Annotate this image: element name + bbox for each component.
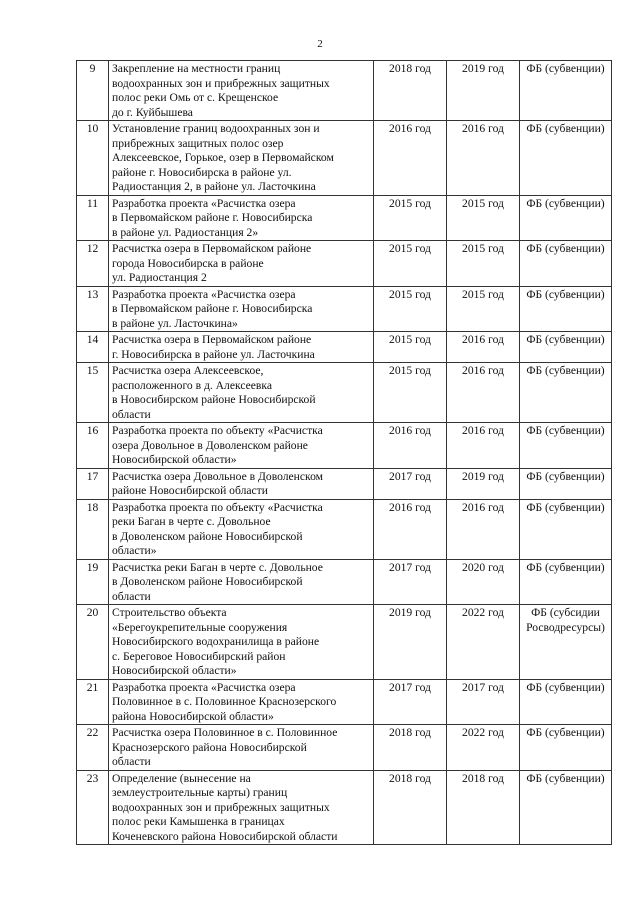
cell-line: области — [112, 407, 151, 421]
cell-line: Расчистка озера Алексеевское, — [112, 364, 264, 377]
measure-name — [109, 332, 374, 363]
end-year: 2017 год — [447, 679, 520, 725]
start-year: 2016 год — [374, 499, 447, 559]
cell-line: в Новосибирском районе Новосибирской — [112, 393, 316, 406]
table-row — [77, 286, 612, 332]
cell-line: реки Баган в черте с. Довольное — [112, 515, 271, 528]
start-year: 2017 год — [374, 559, 447, 605]
row-number: 11 — [77, 195, 109, 241]
row-number: 13 — [77, 286, 109, 332]
row-number: 19 — [77, 559, 109, 605]
cell-line: водоохранных зон и прибрежных защитных — [112, 76, 330, 90]
cell-line: в районе ул. Радиостанция 2» — [112, 225, 259, 239]
start-year: 2015 год — [374, 332, 447, 363]
cell-line: Разработка проекта «Расчистка озера — [112, 287, 296, 301]
cell-line: ФБ (субвенции) — [526, 196, 605, 210]
measure-name — [109, 121, 374, 196]
cell-line: ФБ (субвенции) — [526, 242, 605, 255]
cell-line: Строительство объекта — [112, 606, 227, 619]
measure-name — [109, 363, 374, 423]
cell-line: расположенного в д. Алексеевка — [112, 378, 272, 392]
measure-name — [109, 499, 374, 559]
funding-source — [520, 286, 612, 332]
funding-source — [520, 61, 612, 121]
funding-source — [520, 679, 612, 725]
cell-line: ФБ (субвенции) — [526, 726, 605, 739]
funding-source — [520, 468, 612, 499]
row-number: 16 — [77, 423, 109, 469]
cell-line: ФБ (субвенции) — [526, 287, 605, 301]
cell-line: Разработка проекта по объекту «Расчистка — [112, 500, 323, 514]
measure-name — [109, 423, 374, 469]
table-row — [77, 423, 612, 469]
measure-name — [109, 195, 374, 241]
cell-line: ФБ (субвенции) — [526, 560, 605, 574]
end-year: 2015 год — [447, 286, 520, 332]
cell-line: Определение (вынесение на — [112, 771, 251, 785]
end-year: 2019 год — [447, 468, 520, 499]
funding-source — [520, 559, 612, 605]
row-number: 14 — [77, 332, 109, 363]
cell-line: Разработка проекта «Расчистка озера — [112, 196, 296, 210]
table-body — [77, 61, 612, 845]
start-year: 2015 год — [374, 195, 447, 241]
start-year: 2018 год — [374, 770, 447, 845]
page-number: 2 — [317, 38, 323, 50]
cell-line: Новосибирской области» — [112, 664, 237, 677]
table-row — [77, 679, 612, 725]
cell-line: ФБ (субсидии — [531, 606, 600, 619]
cell-line: Разработка проекта «Расчистка озера — [112, 680, 296, 694]
end-year: 2022 год — [447, 725, 520, 771]
cell-line: в Первомайском районе г. Новосибирска — [112, 302, 313, 315]
row-number: 21 — [77, 679, 109, 725]
row-number: 12 — [77, 241, 109, 287]
cell-line: г. Новосибирска в районе ул. Ласточкина — [112, 347, 315, 361]
cell-line: района Новосибирской области» — [112, 709, 274, 723]
start-year: 2015 год — [374, 286, 447, 332]
cell-line: ул. Радиостанция 2 — [112, 271, 207, 284]
measure-name — [109, 605, 374, 680]
cell-line: «Берегоукрепительные сооружения — [112, 620, 288, 634]
start-year: 2018 год — [374, 61, 447, 121]
end-year: 2018 год — [447, 770, 520, 845]
cell-line: районе г. Новосибирска в районе ул. — [112, 165, 292, 179]
cell-line: ФБ (субвенции) — [526, 424, 605, 437]
row-number: 17 — [77, 468, 109, 499]
cell-line: полос реки Омь от с. Крещенское — [112, 91, 279, 104]
funding-source — [520, 121, 612, 196]
table-row — [77, 725, 612, 771]
cell-line: ФБ (субвенции) — [526, 364, 605, 377]
cell-line: Расчистка озера Половинное в с. Половинное — [112, 726, 338, 739]
measure-name — [109, 559, 374, 605]
end-year: 2019 год — [447, 61, 520, 121]
cell-line: ФБ (субвенции) — [526, 771, 605, 785]
end-year: 2016 год — [447, 332, 520, 363]
table-row — [77, 332, 612, 363]
start-year: 2016 год — [374, 423, 447, 469]
cell-line: озера Довольное в Доволенском районе — [112, 438, 308, 452]
cell-line: Расчистка озера в Первомайском районе — [112, 242, 312, 255]
cell-line: ФБ (субвенции) — [526, 333, 605, 346]
funding-source — [520, 332, 612, 363]
cell-line: Новосибирского водохранилища в районе — [112, 635, 320, 648]
cell-line: в Доволенском районе Новосибирской — [112, 529, 303, 543]
measure-name — [109, 286, 374, 332]
cell-line: водоохранных зон и прибрежных защитных — [112, 800, 330, 814]
cell-line: Половинное в с. Половинное Краснозерского — [112, 695, 337, 708]
funding-source — [520, 195, 612, 241]
cell-line: города Новосибирска в районе — [112, 256, 264, 270]
cell-line: Расчистка озера в Первомайском районе — [112, 333, 312, 346]
cell-line: до г. Куйбышева — [112, 105, 193, 119]
cell-line: Росводресурсы) — [526, 620, 605, 634]
cell-line: Алексеевское, Горькое, озер в Первомайском — [112, 151, 334, 164]
end-year: 2015 год — [447, 241, 520, 287]
start-year: 2017 год — [374, 679, 447, 725]
start-year: 2017 год — [374, 468, 447, 499]
program-table — [76, 60, 612, 845]
row-number: 9 — [77, 61, 109, 121]
measure-name — [109, 725, 374, 771]
end-year: 2016 год — [447, 423, 520, 469]
funding-source — [520, 241, 612, 287]
table-row — [77, 770, 612, 845]
start-year: 2016 год — [374, 121, 447, 196]
cell-line: ФБ (субвенции) — [526, 62, 605, 75]
row-number: 23 — [77, 770, 109, 845]
table-row — [77, 605, 612, 680]
cell-line: Краснозерского района Новосибирской — [112, 740, 307, 754]
cell-line: ФБ (субвенции) — [526, 500, 605, 514]
cell-line: районе Новосибирской области — [112, 484, 268, 497]
funding-source — [520, 770, 612, 845]
measure-name — [109, 241, 374, 287]
row-number: 10 — [77, 121, 109, 196]
cell-line: Установление границ водоохранных зон и — [112, 122, 320, 135]
measure-name — [109, 468, 374, 499]
table-row — [77, 195, 612, 241]
cell-line: Коченевского района Новосибирской области — [112, 829, 338, 843]
cell-line: Новосибирской области» — [112, 453, 237, 466]
end-year: 2016 год — [447, 121, 520, 196]
end-year: 2022 год — [447, 605, 520, 680]
funding-source — [520, 423, 612, 469]
cell-line: Разработка проекта по объекту «Расчистка — [112, 424, 323, 437]
cell-line: в Доволенском районе Новосибирской — [112, 575, 303, 588]
cell-line: ФБ (субвенции) — [526, 469, 605, 483]
table-row — [77, 468, 612, 499]
funding-source — [520, 725, 612, 771]
end-year: 2016 год — [447, 363, 520, 423]
start-year: 2015 год — [374, 241, 447, 287]
cell-line: в районе ул. Ласточкина» — [112, 316, 238, 330]
table-row — [77, 61, 612, 121]
cell-line: с. Береговое Новосибирский район — [112, 649, 286, 663]
measure-name — [109, 679, 374, 725]
table-row — [77, 363, 612, 423]
cell-line: в Первомайском районе г. Новосибирска — [112, 211, 313, 224]
table-row — [77, 241, 612, 287]
row-number: 20 — [77, 605, 109, 680]
cell-line: Радиостанция 2, в районе ул. Ласточкина — [112, 180, 316, 193]
cell-line: области» — [112, 544, 157, 557]
cell-line: Расчистка озера Довольное в Доволенском — [112, 469, 323, 483]
table-row — [77, 559, 612, 605]
row-number: 22 — [77, 725, 109, 771]
cell-line: области — [112, 755, 151, 768]
table-row — [77, 499, 612, 559]
cell-line: полос реки Камышенка в границах — [112, 815, 285, 828]
funding-source — [520, 605, 612, 680]
cell-line: Закрепление на местности границ — [112, 62, 281, 75]
cell-line: землеустроительные карты) границ — [112, 786, 288, 799]
cell-line: области — [112, 589, 151, 603]
end-year: 2015 год — [447, 195, 520, 241]
row-number: 15 — [77, 363, 109, 423]
funding-source — [520, 363, 612, 423]
end-year: 2016 год — [447, 499, 520, 559]
start-year: 2015 год — [374, 363, 447, 423]
cell-line: прибрежных защитных полос озер — [112, 136, 284, 150]
cell-line: Расчистка реки Баган в черте с. Довольное — [112, 560, 323, 574]
cell-line: ФБ (субвенции) — [526, 680, 605, 694]
end-year: 2020 год — [447, 559, 520, 605]
measure-name — [109, 770, 374, 845]
start-year: 2019 год — [374, 605, 447, 680]
start-year: 2018 год — [374, 725, 447, 771]
table-row — [77, 121, 612, 196]
row-number: 18 — [77, 499, 109, 559]
funding-source — [520, 499, 612, 559]
measure-name — [109, 61, 374, 121]
cell-line: ФБ (субвенции) — [526, 122, 605, 135]
